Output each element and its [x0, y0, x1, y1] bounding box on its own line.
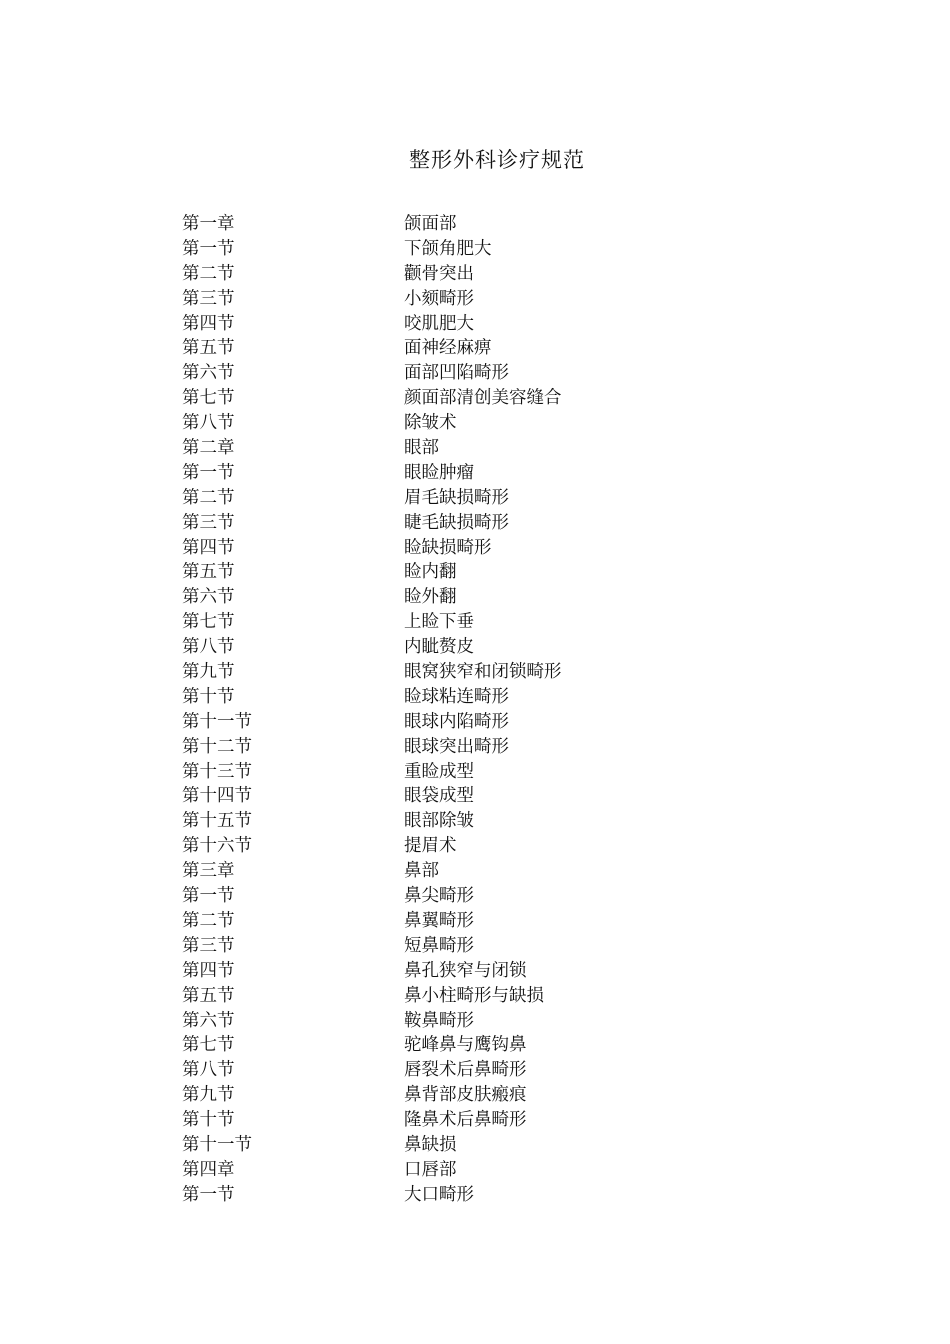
toc-row	[182, 959, 782, 984]
toc-number: 第一节	[182, 238, 235, 259]
toc-row	[182, 834, 782, 859]
document-title: 整形外科诊疗规范	[409, 148, 585, 172]
toc-title: 面神经麻痹	[404, 338, 492, 359]
toc-row	[182, 461, 782, 486]
toc-title: 鼻翼畸形	[404, 910, 474, 931]
toc-row	[182, 1033, 782, 1058]
toc-title: 睑缺损畸形	[404, 537, 492, 558]
toc-number: 第十二节	[182, 736, 252, 757]
toc-title: 咬肌肥大	[404, 313, 474, 334]
toc-title: 鼻部	[404, 861, 439, 882]
toc-title: 鼻尖畸形	[404, 886, 474, 907]
toc-title: 重睑成型	[404, 761, 474, 782]
toc-row	[182, 560, 782, 585]
toc-title: 睫毛缺损畸形	[404, 512, 509, 533]
toc-title: 颜面部清创美容缝合	[404, 388, 562, 409]
toc-title: 颌面部	[404, 214, 457, 234]
toc-number: 第二章	[182, 438, 235, 459]
toc-title: 眉毛缺损畸形	[404, 487, 509, 508]
toc-title: 鼻缺损	[404, 1134, 457, 1155]
toc-number: 第九节	[182, 662, 235, 683]
toc-row	[182, 536, 782, 561]
toc-title: 驼峰鼻与鹰钩鼻	[404, 1035, 527, 1056]
toc-row	[182, 1133, 782, 1158]
toc-title: 眼部除皱	[404, 811, 474, 832]
toc-title: 睑球粘连畸形	[404, 686, 509, 707]
toc-row	[182, 511, 782, 536]
toc-title: 眼窝狭窄和闭锁畸形	[404, 662, 562, 683]
toc-title: 鼻孔狭窄与闭锁	[404, 960, 527, 981]
toc-title: 隆鼻术后鼻畸形	[404, 1110, 527, 1131]
toc-number: 第四章	[182, 1159, 235, 1180]
toc-title: 下颌角肥大	[404, 238, 492, 259]
toc-number: 第一章	[182, 214, 235, 234]
toc-number: 第二节	[182, 487, 235, 508]
toc-row	[182, 1108, 782, 1133]
toc-number: 第五节	[182, 562, 235, 583]
toc-row	[182, 635, 782, 660]
toc-title: 小颏畸形	[404, 288, 474, 309]
toc-title: 上睑下垂	[404, 612, 474, 633]
toc-title: 口唇部	[404, 1159, 457, 1180]
toc-row	[182, 784, 782, 809]
toc-row	[182, 735, 782, 760]
toc-row	[182, 984, 782, 1009]
toc-number: 第十四节	[182, 786, 252, 807]
toc-number: 第七节	[182, 612, 235, 633]
toc-number: 第二节	[182, 263, 235, 284]
toc-title: 鼻背部皮肤瘢痕	[404, 1085, 527, 1106]
toc-number: 第五节	[182, 985, 235, 1006]
toc-row	[182, 411, 782, 436]
toc-row	[182, 809, 782, 834]
toc-number: 第六节	[182, 587, 235, 608]
toc-title: 眼部	[404, 438, 439, 459]
toc-number: 第十五节	[182, 811, 252, 832]
toc-row	[182, 1158, 782, 1183]
toc-title: 短鼻畸形	[404, 935, 474, 956]
toc-number: 第四节	[182, 313, 235, 334]
toc-number: 第十节	[182, 1110, 235, 1131]
toc-row	[182, 909, 782, 934]
toc-title: 唇裂术后鼻畸形	[404, 1060, 527, 1081]
toc-number: 第五节	[182, 338, 235, 359]
toc-title: 鞍鼻畸形	[404, 1010, 474, 1031]
toc-number: 第四节	[182, 537, 235, 558]
toc-row	[182, 336, 782, 361]
toc-row	[182, 212, 782, 237]
toc-number: 第一节	[182, 886, 235, 907]
toc-title: 睑内翻	[404, 562, 457, 583]
toc-title: 提眉术	[404, 836, 457, 857]
toc-title: 睑外翻	[404, 587, 457, 608]
toc-title: 眼袋成型	[404, 786, 474, 807]
toc-number: 第十一节	[182, 1134, 252, 1155]
toc-title: 大口畸形	[404, 1184, 474, 1205]
toc-row	[182, 585, 782, 610]
toc-number: 第六节	[182, 1010, 235, 1031]
table-of-contents	[182, 212, 782, 1208]
toc-title: 鼻小柱畸形与缺损	[404, 985, 544, 1006]
toc-row	[182, 884, 782, 909]
toc-number: 第七节	[182, 1035, 235, 1056]
toc-number: 第二节	[182, 910, 235, 931]
toc-row	[182, 685, 782, 710]
toc-number: 第十六节	[182, 836, 252, 857]
toc-title: 内眦赘皮	[404, 637, 474, 658]
toc-title: 除皱术	[404, 413, 457, 434]
toc-row	[182, 610, 782, 635]
toc-row	[182, 1058, 782, 1083]
toc-row	[182, 1083, 782, 1108]
toc-row	[182, 262, 782, 287]
toc-number: 第十节	[182, 686, 235, 707]
toc-number: 第十三节	[182, 761, 252, 782]
toc-row	[182, 760, 782, 785]
toc-row	[182, 312, 782, 337]
toc-row	[182, 386, 782, 411]
toc-number: 第八节	[182, 413, 235, 434]
toc-number: 第三章	[182, 861, 235, 882]
toc-number: 第三节	[182, 512, 235, 533]
toc-title: 眼球突出畸形	[404, 736, 509, 757]
toc-number: 第八节	[182, 637, 235, 658]
toc-title: 面部凹陷畸形	[404, 363, 509, 384]
toc-row	[182, 660, 782, 685]
toc-number: 第九节	[182, 1085, 235, 1106]
toc-title: 眼球内陷畸形	[404, 711, 509, 732]
toc-row	[182, 710, 782, 735]
toc-number: 第三节	[182, 288, 235, 309]
toc-row	[182, 934, 782, 959]
toc-number: 第十一节	[182, 711, 252, 732]
toc-number: 第一节	[182, 1184, 235, 1205]
toc-row	[182, 1009, 782, 1034]
toc-number: 第四节	[182, 960, 235, 981]
toc-number: 第七节	[182, 388, 235, 409]
toc-row	[182, 436, 782, 461]
toc-number: 第三节	[182, 935, 235, 956]
toc-row	[182, 361, 782, 386]
toc-number: 第一节	[182, 462, 235, 483]
toc-title: 眼睑肿瘤	[404, 462, 474, 483]
toc-row	[182, 486, 782, 511]
toc-row	[182, 237, 782, 262]
toc-row	[182, 1183, 782, 1208]
toc-row	[182, 859, 782, 884]
toc-title: 颧骨突出	[404, 263, 474, 284]
toc-row	[182, 287, 782, 312]
toc-number: 第八节	[182, 1060, 235, 1081]
toc-number: 第六节	[182, 363, 235, 384]
